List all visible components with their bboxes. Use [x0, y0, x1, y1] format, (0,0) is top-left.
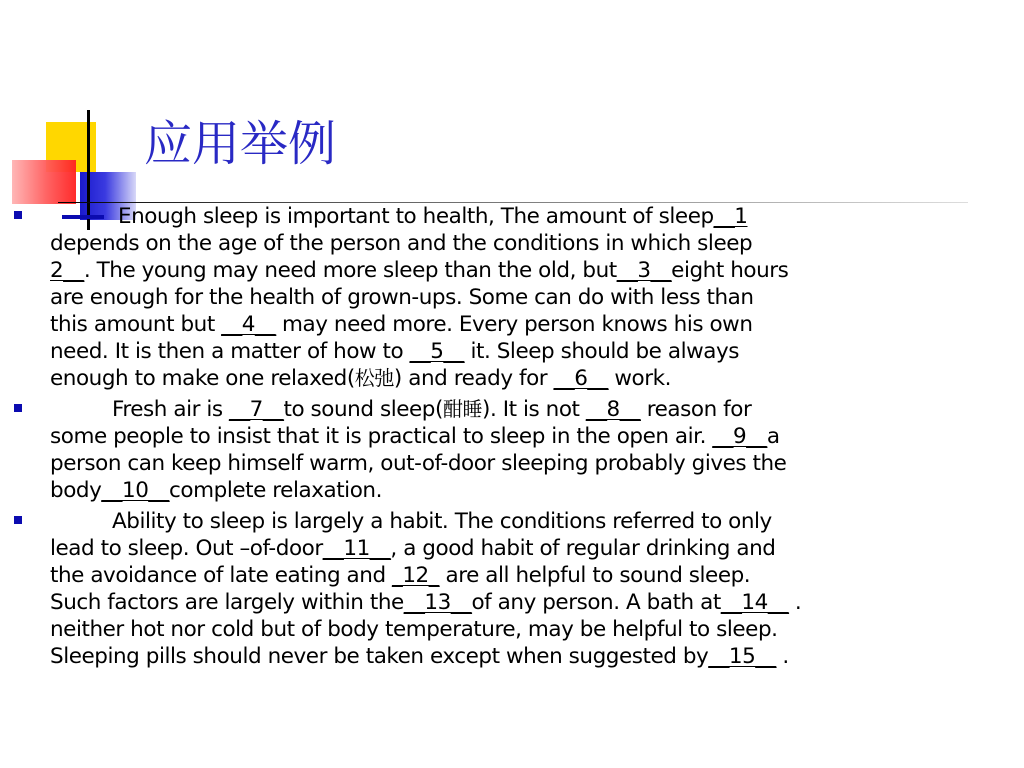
text-segment: are enough for the health of grown-ups. Some can do with less than [50, 285, 754, 310]
answer-blank: __6__ [553, 366, 609, 391]
answer-blank: 2__ [50, 258, 84, 283]
text-segment: are all helpful to sound sleep. [439, 563, 751, 588]
text-segment: this amount but [50, 312, 222, 337]
text-line [50, 365, 1004, 392]
text-segment: . [788, 590, 802, 615]
text-line [50, 423, 1004, 450]
bullet-icon [14, 211, 22, 219]
text-segment: of any person. A bath at [471, 590, 721, 615]
text-segment: the avoidance of late eating and [50, 563, 393, 588]
decor-bar [62, 215, 104, 219]
text-segment: enough to make one relaxed( [50, 366, 355, 391]
answer-blank: __1 [713, 204, 748, 229]
text-line [50, 477, 1004, 504]
answer-blank: __4__ [221, 312, 276, 337]
answer-blank: _12_ [392, 563, 440, 588]
text-segment: neither hot nor cold but of body temperature, may be helpful to sleep. [50, 617, 778, 642]
decor-red-square [12, 160, 76, 204]
text-segment: Such factors are largely within the [50, 590, 404, 615]
bullet-paragraph [14, 396, 1004, 504]
text-line [50, 338, 1004, 365]
text-segment: person can keep himself warm, out-of-door sleeping probably gives the [50, 451, 787, 476]
text-line [50, 396, 1004, 423]
bullet-paragraph [14, 203, 1004, 392]
text-segment: may need more. Every person knows his own [275, 312, 753, 337]
text-segment: depends on the age of the person and the conditions in which sleep [50, 231, 753, 256]
answer-blank: __15__ [708, 644, 776, 669]
text-segment: Fresh air is [112, 397, 230, 422]
text-segment: a [766, 424, 780, 449]
text-line [50, 616, 1004, 643]
text-line [50, 450, 1004, 477]
text-segment: to sound sleep( [283, 397, 443, 422]
chinese-gloss: 酣睡 [442, 397, 483, 421]
bullet-icon [14, 404, 22, 412]
text-segment: work. [608, 366, 672, 391]
text-segment: Sleeping pills should never be taken except when suggested by [50, 644, 709, 669]
answer-blank: __9__ [712, 424, 767, 449]
text-line [50, 508, 1004, 535]
answer-blank: __13__ [403, 590, 472, 615]
text-segment: reason for [640, 397, 752, 422]
answer-blank: __10__ [101, 478, 170, 503]
answer-blank: __3__ [616, 258, 672, 283]
slide-title: 应用举例 [144, 116, 337, 172]
answer-blank: __11__ [322, 536, 391, 561]
text-line [50, 311, 1004, 338]
text-line [50, 284, 1004, 311]
bullet-icon [14, 516, 22, 524]
text-segment: ) and ready for [393, 366, 554, 391]
chinese-gloss: 松弛 [354, 366, 394, 390]
text-line [50, 257, 1004, 284]
text-segment: ). It is not [482, 397, 586, 422]
text-line [50, 589, 1004, 616]
text-segment: . [775, 644, 789, 669]
answer-blank: __14__ [720, 590, 789, 615]
text-line [50, 203, 1004, 230]
text-segment: need. It is then a matter of how to [50, 339, 410, 364]
text-segment: eight hours [671, 258, 789, 283]
text-segment: some people to insist that it is practical to sleep in the open air. [50, 424, 713, 449]
text-segment: body [50, 478, 102, 503]
text-line [50, 230, 1004, 257]
text-segment: Enough sleep is important to health, The amount of sleep [118, 204, 714, 229]
text-segment: , a good habit of regular drinking and [390, 536, 776, 561]
text-segment: complete relaxation. [169, 478, 382, 503]
text-line [50, 562, 1004, 589]
text-line [50, 643, 1004, 670]
text-line [50, 535, 1004, 562]
text-segment: lead to sleep. Out –of-door [50, 536, 323, 561]
answer-blank: __5__ [409, 339, 465, 364]
text-segment: . The young may need more sleep than the old, but [83, 258, 617, 283]
bullet-paragraph [14, 508, 1004, 670]
answer-blank: __7__ [229, 397, 284, 422]
slide-body [14, 203, 1004, 674]
text-segment: it. Sleep should be always [464, 339, 739, 364]
text-segment: Ability to sleep is largely a habit. The conditions referred to only [112, 509, 772, 534]
answer-blank: __8__ [585, 397, 641, 422]
